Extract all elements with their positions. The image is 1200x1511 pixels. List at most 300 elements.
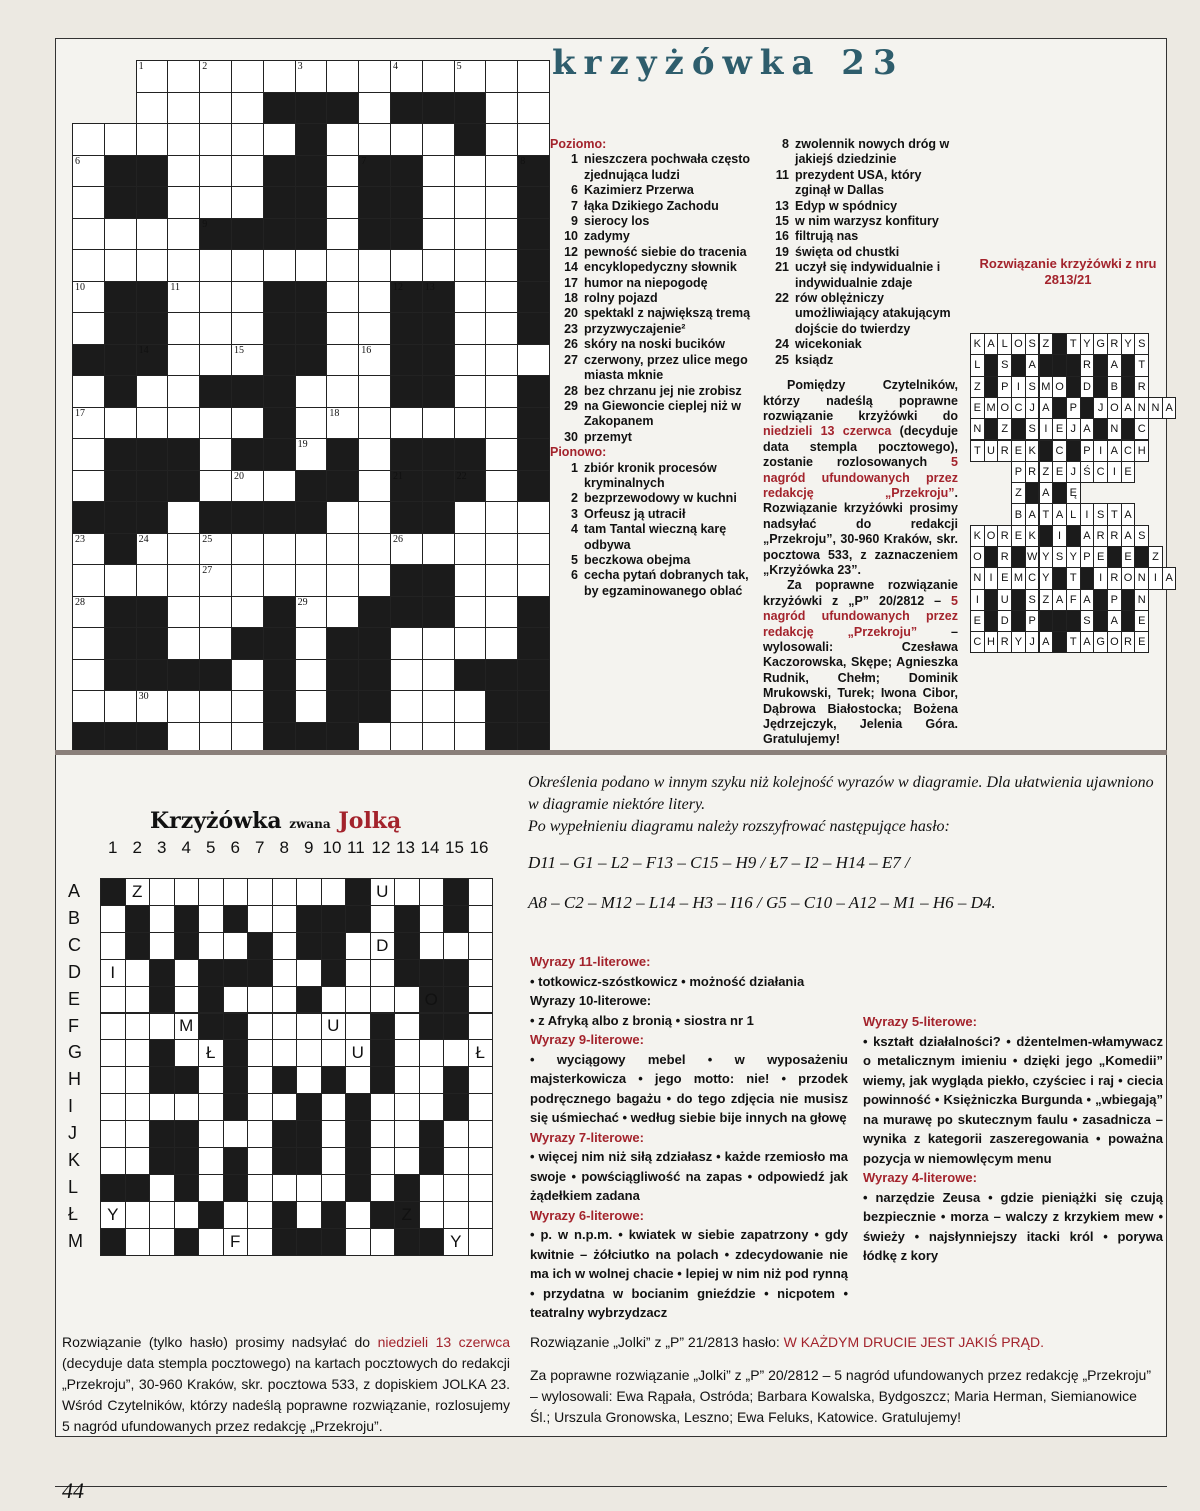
jolka-cell[interactable] (198, 878, 224, 906)
grid-cell[interactable] (231, 249, 264, 282)
grid-cell[interactable] (231, 564, 264, 597)
grid-cell[interactable] (422, 312, 455, 345)
grid-cell[interactable] (199, 375, 232, 408)
jolka-cell[interactable] (321, 1013, 347, 1041)
jolka-cell[interactable] (272, 878, 298, 906)
jolka-cell[interactable] (394, 1039, 420, 1067)
grid-cell[interactable] (485, 281, 518, 314)
jolka-cell[interactable] (345, 1039, 371, 1067)
jolka-cell[interactable] (394, 986, 420, 1014)
grid-cell[interactable] (326, 92, 359, 125)
jolka-cell[interactable] (223, 1147, 249, 1175)
grid-cell[interactable] (326, 627, 359, 660)
jolka-cell[interactable] (321, 986, 347, 1014)
grid-cell[interactable] (231, 375, 264, 408)
jolka-cell[interactable] (149, 1039, 175, 1067)
grid-cell[interactable] (485, 186, 518, 219)
grid-cell[interactable] (422, 470, 455, 503)
jolka-cell[interactable] (125, 1120, 151, 1148)
jolka-cell[interactable] (272, 986, 298, 1014)
jolka-cell[interactable] (345, 1147, 371, 1175)
jolka-cell[interactable] (100, 1201, 126, 1229)
grid-cell[interactable] (167, 155, 200, 188)
grid-cell[interactable] (136, 438, 169, 471)
jolka-cell[interactable] (174, 986, 200, 1014)
grid-cell[interactable] (263, 312, 296, 345)
grid-cell[interactable] (199, 533, 232, 566)
grid-cell[interactable] (517, 533, 550, 566)
jolka-cell[interactable] (223, 1013, 249, 1041)
jolka-cell[interactable] (296, 905, 322, 933)
grid-cell[interactable] (167, 438, 200, 471)
jolka-cell[interactable] (443, 1147, 469, 1175)
jolka-cell[interactable] (247, 1039, 273, 1067)
jolka-cell[interactable] (272, 1147, 298, 1175)
grid-cell[interactable] (199, 186, 232, 219)
jolka-cell[interactable] (223, 986, 249, 1014)
grid-cell[interactable] (136, 564, 169, 597)
grid-cell[interactable] (231, 186, 264, 219)
jolka-cell[interactable] (370, 878, 396, 906)
grid-cell[interactable] (517, 218, 550, 251)
jolka-cell[interactable] (272, 1228, 298, 1256)
grid-cell[interactable] (517, 627, 550, 660)
grid-cell[interactable] (358, 155, 391, 188)
grid-cell[interactable] (454, 281, 487, 314)
grid-cell[interactable] (104, 627, 137, 660)
grid-cell[interactable] (231, 344, 264, 377)
jolka-cell[interactable] (419, 1066, 445, 1094)
grid-cell[interactable] (263, 407, 296, 440)
jolka-cell[interactable] (125, 1174, 151, 1202)
jolka-cell[interactable] (296, 1228, 322, 1256)
grid-cell[interactable] (136, 186, 169, 219)
jolka-cell[interactable] (198, 1174, 224, 1202)
jolka-cell[interactable] (345, 959, 371, 987)
grid-cell[interactable] (485, 501, 518, 534)
grid-cell[interactable] (326, 281, 359, 314)
grid-cell[interactable] (295, 659, 328, 692)
jolka-cell[interactable] (443, 932, 469, 960)
jolka-cell[interactable] (247, 905, 273, 933)
grid-cell[interactable] (167, 659, 200, 692)
grid-cell[interactable] (517, 470, 550, 503)
grid-cell[interactable] (136, 627, 169, 660)
jolka-cell[interactable] (370, 1039, 396, 1067)
grid-cell[interactable] (517, 407, 550, 440)
jolka-cell[interactable] (100, 1174, 126, 1202)
jolka-cell[interactable] (125, 1013, 151, 1041)
jolka-cell[interactable] (370, 932, 396, 960)
grid-cell[interactable] (390, 533, 423, 566)
grid-cell[interactable] (326, 501, 359, 534)
jolka-cell[interactable] (443, 878, 469, 906)
jolka-cell[interactable] (419, 959, 445, 987)
jolka-cell[interactable] (198, 959, 224, 987)
jolka-cell[interactable] (468, 932, 494, 960)
grid-cell[interactable] (485, 218, 518, 251)
grid-cell[interactable] (72, 470, 105, 503)
grid-cell[interactable] (390, 312, 423, 345)
grid-cell[interactable] (199, 312, 232, 345)
jolka-cell[interactable] (394, 1066, 420, 1094)
grid-cell[interactable] (295, 92, 328, 125)
grid-cell[interactable] (326, 186, 359, 219)
jolka-cell[interactable] (125, 1039, 151, 1067)
jolka-cell[interactable] (198, 905, 224, 933)
grid-cell[interactable] (72, 438, 105, 471)
grid-cell[interactable] (263, 659, 296, 692)
jolka-cell[interactable] (370, 1201, 396, 1229)
grid-cell[interactable] (422, 438, 455, 471)
jolka-cell[interactable] (100, 1093, 126, 1121)
jolka-cell[interactable] (125, 878, 151, 906)
jolka-cell[interactable] (370, 1147, 396, 1175)
grid-cell[interactable] (231, 407, 264, 440)
jolka-cell[interactable] (272, 1093, 298, 1121)
grid-cell[interactable] (358, 470, 391, 503)
grid-cell[interactable] (326, 123, 359, 156)
jolka-cell[interactable] (321, 905, 347, 933)
jolka-cell[interactable] (321, 932, 347, 960)
grid-cell[interactable] (199, 596, 232, 629)
jolka-cell[interactable] (321, 878, 347, 906)
grid-cell[interactable] (422, 155, 455, 188)
grid-cell[interactable] (231, 123, 264, 156)
jolka-cell[interactable] (296, 932, 322, 960)
jolka-cell[interactable] (149, 1013, 175, 1041)
grid-cell[interactable] (517, 312, 550, 345)
grid-cell[interactable] (104, 123, 137, 156)
grid-cell[interactable] (454, 596, 487, 629)
grid-cell[interactable] (295, 438, 328, 471)
grid-cell[interactable] (485, 123, 518, 156)
grid-cell[interactable] (326, 690, 359, 723)
grid-cell[interactable] (358, 60, 391, 93)
jolka-cell[interactable] (149, 1147, 175, 1175)
jolka-cell[interactable] (149, 905, 175, 933)
jolka-cell[interactable] (345, 1093, 371, 1121)
grid-cell[interactable] (295, 281, 328, 314)
jolka-cell[interactable] (174, 959, 200, 987)
jolka-cell[interactable] (419, 1147, 445, 1175)
jolka-cell[interactable] (174, 1147, 200, 1175)
jolka-cell[interactable] (174, 1174, 200, 1202)
grid-cell[interactable] (422, 627, 455, 660)
grid-cell[interactable] (136, 92, 169, 125)
grid-cell[interactable] (199, 438, 232, 471)
grid-cell[interactable] (326, 438, 359, 471)
grid-cell[interactable] (326, 407, 359, 440)
jolka-cell[interactable] (223, 959, 249, 987)
grid-cell[interactable] (485, 375, 518, 408)
grid-cell[interactable] (136, 60, 169, 93)
grid-cell[interactable] (231, 690, 264, 723)
jolka-cell[interactable] (321, 1039, 347, 1067)
grid-cell[interactable] (295, 186, 328, 219)
grid-cell[interactable] (390, 92, 423, 125)
grid-cell[interactable] (390, 344, 423, 377)
grid-cell[interactable] (326, 375, 359, 408)
jolka-cell[interactable] (198, 1039, 224, 1067)
grid-cell[interactable] (390, 155, 423, 188)
jolka-cell[interactable] (149, 878, 175, 906)
grid-cell[interactable] (263, 690, 296, 723)
grid-cell[interactable] (167, 596, 200, 629)
grid-cell[interactable] (199, 627, 232, 660)
grid-cell[interactable] (104, 249, 137, 282)
grid-cell[interactable] (454, 218, 487, 251)
jolka-cell[interactable] (296, 1201, 322, 1229)
jolka-cell[interactable] (468, 878, 494, 906)
jolka-cell[interactable] (443, 986, 469, 1014)
grid-cell[interactable] (517, 690, 550, 723)
grid-cell[interactable] (326, 659, 359, 692)
jolka-cell[interactable] (394, 1120, 420, 1148)
grid-cell[interactable] (263, 155, 296, 188)
grid-cell[interactable] (231, 501, 264, 534)
jolka-cell[interactable] (345, 1228, 371, 1256)
jolka-cell[interactable] (345, 1013, 371, 1041)
jolka-cell[interactable] (468, 1201, 494, 1229)
grid-cell[interactable] (72, 690, 105, 723)
grid-cell[interactable] (72, 186, 105, 219)
grid-cell[interactable] (72, 501, 105, 534)
jolka-cell[interactable] (149, 1201, 175, 1229)
jolka-cell[interactable] (468, 1039, 494, 1067)
jolka-cell[interactable] (370, 959, 396, 987)
jolka-cell[interactable] (174, 1093, 200, 1121)
grid-cell[interactable] (485, 155, 518, 188)
grid-cell[interactable] (167, 690, 200, 723)
jolka-cell[interactable] (419, 1093, 445, 1121)
grid-cell[interactable] (295, 690, 328, 723)
grid-cell[interactable] (136, 155, 169, 188)
grid-cell[interactable] (358, 627, 391, 660)
jolka-cell[interactable] (223, 932, 249, 960)
jolka-cell[interactable] (272, 1201, 298, 1229)
grid-cell[interactable] (231, 533, 264, 566)
jolka-cell[interactable] (370, 905, 396, 933)
grid-cell[interactable] (136, 312, 169, 345)
grid-cell[interactable] (358, 281, 391, 314)
jolka-cell[interactable] (394, 1093, 420, 1121)
grid-cell[interactable] (390, 60, 423, 93)
jolka-cell[interactable] (443, 1174, 469, 1202)
grid-cell[interactable] (358, 344, 391, 377)
grid-cell[interactable] (485, 344, 518, 377)
jolka-cell[interactable] (223, 1228, 249, 1256)
jolka-cell[interactable] (174, 1201, 200, 1229)
jolka-cell[interactable] (272, 1013, 298, 1041)
jolka-cell[interactable] (468, 1174, 494, 1202)
grid-cell[interactable] (72, 627, 105, 660)
grid-cell[interactable] (295, 249, 328, 282)
grid-cell[interactable] (104, 407, 137, 440)
grid-cell[interactable] (104, 533, 137, 566)
grid-cell[interactable] (72, 218, 105, 251)
jolka-cell[interactable] (198, 1066, 224, 1094)
jolka-cell[interactable] (149, 1174, 175, 1202)
jolka-cell[interactable] (247, 1120, 273, 1148)
grid-cell[interactable] (517, 564, 550, 597)
grid-cell[interactable] (454, 564, 487, 597)
grid-cell[interactable] (167, 60, 200, 93)
grid-cell[interactable] (326, 533, 359, 566)
grid-cell[interactable] (422, 533, 455, 566)
jolka-cell[interactable] (468, 1147, 494, 1175)
grid-cell[interactable] (358, 186, 391, 219)
jolka-cell[interactable] (370, 1174, 396, 1202)
grid-cell[interactable] (422, 659, 455, 692)
grid-cell[interactable] (199, 501, 232, 534)
jolka-cell[interactable] (174, 1066, 200, 1094)
grid-cell[interactable] (422, 60, 455, 93)
jolka-cell[interactable] (345, 905, 371, 933)
jolka-cell[interactable] (345, 1066, 371, 1094)
grid-cell[interactable] (485, 533, 518, 566)
grid-cell[interactable] (485, 690, 518, 723)
jolka-cell[interactable] (394, 959, 420, 987)
grid-cell[interactable] (485, 627, 518, 660)
grid-cell[interactable] (199, 92, 232, 125)
grid-cell[interactable] (295, 344, 328, 377)
jolka-cell[interactable] (443, 905, 469, 933)
jolka-cell[interactable] (174, 878, 200, 906)
grid-cell[interactable] (104, 596, 137, 629)
grid-cell[interactable] (358, 659, 391, 692)
jolka-cell[interactable] (321, 1201, 347, 1229)
jolka-cell[interactable] (468, 1013, 494, 1041)
jolka-cell[interactable] (223, 1201, 249, 1229)
grid-cell[interactable] (295, 470, 328, 503)
grid-cell[interactable] (263, 60, 296, 93)
jolka-cell[interactable] (247, 986, 273, 1014)
grid-cell[interactable] (104, 344, 137, 377)
jolka-cell[interactable] (125, 1066, 151, 1094)
grid-cell[interactable] (454, 249, 487, 282)
grid-cell[interactable] (358, 596, 391, 629)
jolka-cell[interactable] (125, 1228, 151, 1256)
grid-cell[interactable] (263, 92, 296, 125)
grid-cell[interactable] (136, 281, 169, 314)
grid-cell[interactable] (390, 501, 423, 534)
grid-cell[interactable] (199, 470, 232, 503)
grid-cell[interactable] (326, 470, 359, 503)
grid-cell[interactable] (326, 249, 359, 282)
grid-cell[interactable] (454, 533, 487, 566)
jolka-cell[interactable] (394, 1013, 420, 1041)
grid-cell[interactable] (295, 596, 328, 629)
grid-cell[interactable] (390, 438, 423, 471)
grid-cell[interactable] (485, 564, 518, 597)
jolka-cell[interactable] (370, 1228, 396, 1256)
grid-cell[interactable] (263, 438, 296, 471)
jolka-cell[interactable] (125, 959, 151, 987)
grid-cell[interactable] (136, 470, 169, 503)
jolka-cell[interactable] (419, 1174, 445, 1202)
grid-cell[interactable] (167, 281, 200, 314)
grid-cell[interactable] (517, 155, 550, 188)
grid-cell[interactable] (390, 470, 423, 503)
grid-cell[interactable] (422, 218, 455, 251)
jolka-cell[interactable] (345, 1174, 371, 1202)
grid-cell[interactable] (485, 596, 518, 629)
jolka-cell[interactable] (443, 959, 469, 987)
jolka-cell[interactable] (198, 1120, 224, 1148)
jolka-cell[interactable] (468, 1120, 494, 1148)
jolka-cell[interactable] (223, 878, 249, 906)
jolka-cell[interactable] (247, 1013, 273, 1041)
grid-cell[interactable] (199, 659, 232, 692)
jolka-cell[interactable] (272, 1039, 298, 1067)
grid-cell[interactable] (454, 690, 487, 723)
jolka-cell[interactable] (321, 1066, 347, 1094)
jolka-cell[interactable] (370, 1013, 396, 1041)
grid-cell[interactable] (422, 596, 455, 629)
jolka-cell[interactable] (370, 1093, 396, 1121)
grid-cell[interactable] (517, 281, 550, 314)
grid-cell[interactable] (231, 627, 264, 660)
jolka-cell[interactable] (468, 986, 494, 1014)
jolka-cell[interactable] (370, 1066, 396, 1094)
jolka-cell[interactable] (443, 1201, 469, 1229)
grid-cell[interactable] (517, 501, 550, 534)
grid-cell[interactable] (358, 218, 391, 251)
jolka-cell[interactable] (198, 1228, 224, 1256)
jolka-cell[interactable] (370, 1120, 396, 1148)
grid-cell[interactable] (167, 375, 200, 408)
grid-cell[interactable] (104, 690, 137, 723)
grid-cell[interactable] (167, 470, 200, 503)
jolka-cell[interactable] (296, 1066, 322, 1094)
grid-cell[interactable] (263, 186, 296, 219)
jolka-cell[interactable] (419, 1120, 445, 1148)
grid-cell[interactable] (199, 218, 232, 251)
grid-cell[interactable] (517, 186, 550, 219)
jolka-cell[interactable] (345, 932, 371, 960)
grid-cell[interactable] (136, 596, 169, 629)
grid-cell[interactable] (295, 60, 328, 93)
jolka-cell[interactable] (296, 959, 322, 987)
grid-cell[interactable] (167, 123, 200, 156)
jolka-cell[interactable] (247, 878, 273, 906)
grid-cell[interactable] (136, 249, 169, 282)
jolka-cell[interactable] (419, 932, 445, 960)
jolka-cell[interactable] (174, 1039, 200, 1067)
jolka-cell[interactable] (394, 1174, 420, 1202)
jolka-cell[interactable] (247, 1201, 273, 1229)
grid-cell[interactable] (485, 92, 518, 125)
grid-cell[interactable] (199, 60, 232, 93)
grid-cell[interactable] (72, 564, 105, 597)
jolka-cell[interactable] (100, 1039, 126, 1067)
grid-cell[interactable] (390, 407, 423, 440)
grid-cell[interactable] (263, 249, 296, 282)
jolka-cell[interactable] (198, 1093, 224, 1121)
jolka-cell[interactable] (125, 1093, 151, 1121)
grid-cell[interactable] (263, 533, 296, 566)
grid-cell[interactable] (390, 690, 423, 723)
grid-cell[interactable] (263, 501, 296, 534)
jolka-cell[interactable] (149, 986, 175, 1014)
grid-cell[interactable] (358, 312, 391, 345)
jolka-cell[interactable] (321, 1228, 347, 1256)
jolka-cell[interactable] (394, 1201, 420, 1229)
grid-cell[interactable] (295, 501, 328, 534)
jolka-cell[interactable] (394, 932, 420, 960)
jolka-cell[interactable] (149, 1066, 175, 1094)
